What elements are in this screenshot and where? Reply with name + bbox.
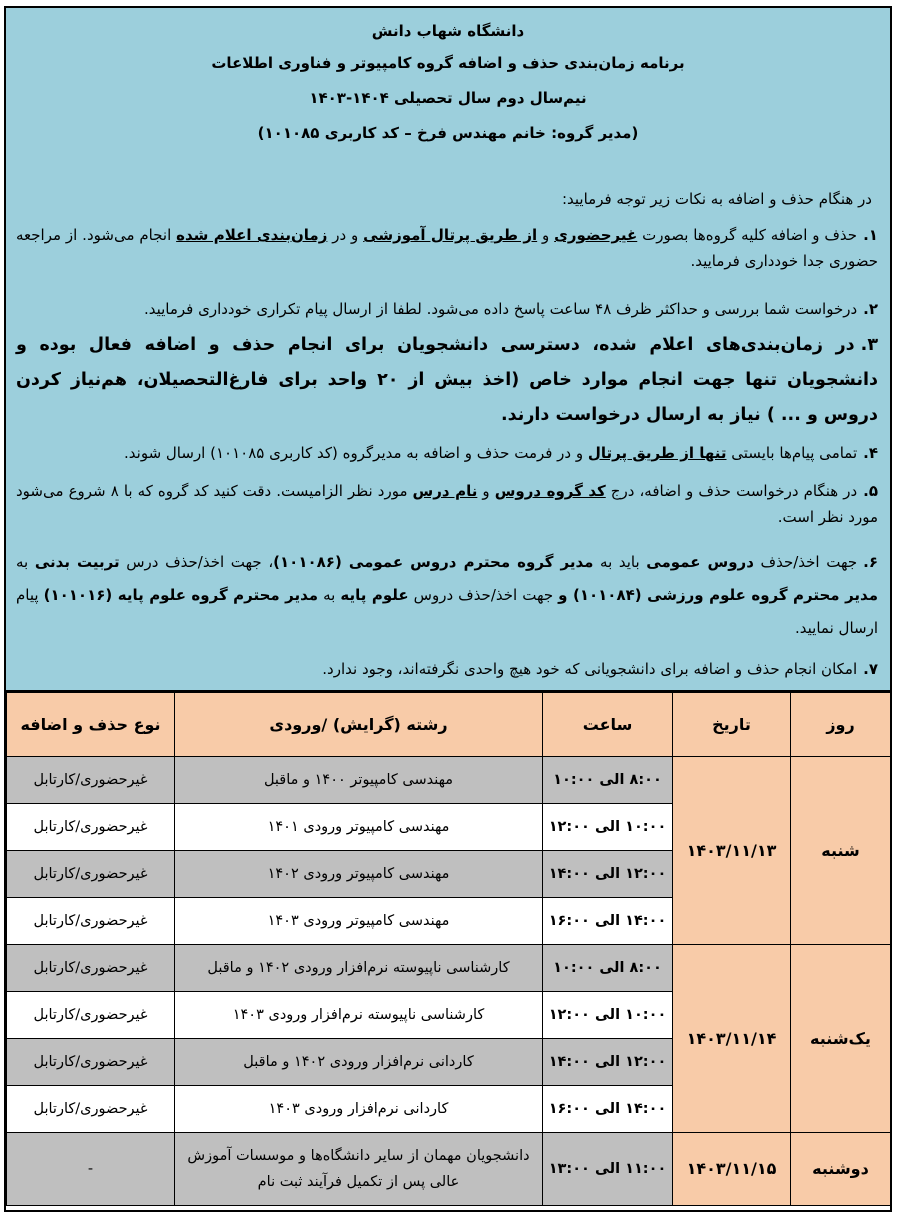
- time-cell: ۱۱:۰۰ الی ۱۳:۰۰: [543, 1133, 673, 1206]
- time-cell: ۱۴:۰۰ الی ۱۶:۰۰: [543, 898, 673, 945]
- table-row: [7, 945, 891, 992]
- header-time: ساعت: [543, 693, 673, 757]
- type-cell: غیرحضوری/کارتابل: [7, 898, 175, 945]
- type-cell: غیرحضوری/کارتابل: [7, 851, 175, 898]
- university-name: دانشگاه شهاب دانش: [371, 22, 525, 40]
- type-cell: غیرحضوری/کارتابل: [7, 1086, 175, 1133]
- note-2: ۲.درخواست شما بررسی و حداکثر ظرف ۴۸ ساعت پاسخ داده می‌شود. لطفا از ارسال پیام تکراری خودداری فرمایید.: [143, 300, 878, 318]
- header-type: نوع حذف و اضافه: [7, 693, 175, 757]
- field-cell: مهندسی کامپیوتر ۱۴۰۰ و ماقبل: [175, 757, 543, 804]
- field-cell: کارشناسی ناپیوسته نرم‌افزار ورودی ۱۴۰۲ و ماقبل: [175, 945, 543, 992]
- table-header-row: [7, 693, 891, 757]
- type-cell: غیرحضوری/کارتابل: [7, 804, 175, 851]
- note-6: ۶.جهت اخذ/حذف دروس عمومی باید به مدیر گروه محترم دروس عمومی (۱۰۱۰۸۶)، جهت اخذ/حذف درس تربیت بدنی به مدیر محترم گروه علوم ورزشی (۱۰۱۰۸۴) و جهت اخذ/حذف دروس علوم پایه به مدیر محترم گروه علوم پایه (۱۰۱۰۱۶) پیام ارسال نمایید.: [16, 553, 878, 637]
- field-cell: دانشجویان مهمان از سایر دانشگاه‌ها و موسسات آموزش عالی پس از تکمیل فرآیند ثبت نام: [175, 1133, 543, 1206]
- note-7: ۷.امکان انجام حذف و اضافه برای دانشجویانی که خود هیچ واحدی نگرفته‌اند، وجود ندارد.: [322, 660, 878, 678]
- time-cell: ۱۰:۰۰ الی ۱۲:۰۰: [543, 992, 673, 1039]
- field-cell: کاردانی نرم‌افزار ورودی ۱۴۰۲ و ماقبل: [175, 1039, 543, 1086]
- document-title: برنامه زمان‌بندی حذف و اضافه گروه کامپیوتر و فناوری اطلاعات: [211, 54, 685, 72]
- header-date: تاریخ: [673, 693, 791, 757]
- day-cell: شنبه: [791, 757, 891, 945]
- date-cell: ۱۴۰۳/۱۱/۱۳: [673, 757, 791, 945]
- time-cell: ۱۰:۰۰ الی ۱۲:۰۰: [543, 804, 673, 851]
- date-cell: ۱۴۰۳/۱۱/۱۵: [673, 1133, 791, 1206]
- header-field: رشته (گرایش) /ورودی: [175, 693, 543, 757]
- intro-text: در هنگام حذف و اضافه به نکات زیر توجه فرمایید:: [561, 190, 872, 208]
- table-row: [7, 1133, 891, 1206]
- field-cell: مهندسی کامپیوتر ورودی ۱۴۰۳: [175, 898, 543, 945]
- field-cell: مهندسی کامپیوتر ورودی ۱۴۰۱: [175, 804, 543, 851]
- field-cell: مهندسی کامپیوتر ورودی ۱۴۰۲: [175, 851, 543, 898]
- manager-line: (مدیر گروه: خانم مهندس فرخ – کد کاربری ۱۰۱۰۸۵): [257, 124, 639, 142]
- note-3: ۳.در زمان‌بندی‌های اعلام شده، دسترسی دانشجویان برای انجام حذف و اضافه فعال بوده و دانشجویان تنها جهت انجام موارد خاص (اخذ بیش از ۲۰ واحد برای فارغ‌التحصیلان، هم‌نیاز کردن دروس و ... ) نیاز به ارسال درخواست دارند.: [16, 335, 878, 425]
- note-1: ۱.حذف و اضافه کلیه گروه‌ها بصورت غیرحضوری و از طریق پرتال آموزشی و در زمان‌بندی اعلام شده انجام می‌شود. از مراجعه حضوری جدا خودداری فرمایید.: [16, 226, 878, 270]
- time-cell: ۸:۰۰ الی ۱۰:۰۰: [543, 945, 673, 992]
- type-cell: غیرحضوری/کارتابل: [7, 1039, 175, 1086]
- note-5: ۵.در هنگام درخواست حذف و اضافه، درج کد گروه دروس و نام درس مورد نظر الزامیست. دقت کنید کد گروه که با ۸ شروع می‌شود مورد نظر است.: [16, 482, 878, 526]
- document-page: [4, 6, 892, 1212]
- time-cell: ۱۴:۰۰ الی ۱۶:۰۰: [543, 1086, 673, 1133]
- notice-panel: [6, 8, 890, 692]
- field-cell: کاردانی نرم‌افزار ورودی ۱۴۰۳: [175, 1086, 543, 1133]
- date-cell: ۱۴۰۳/۱۱/۱۴: [673, 945, 791, 1133]
- time-cell: ۱۲:۰۰ الی ۱۴:۰۰: [543, 851, 673, 898]
- time-cell: ۱۲:۰۰ الی ۱۴:۰۰: [543, 1039, 673, 1086]
- type-cell: غیرحضوری/کارتابل: [7, 992, 175, 1039]
- schedule-table: [6, 692, 891, 1206]
- table-row: [7, 757, 891, 804]
- type-cell: غیرحضوری/کارتابل: [7, 757, 175, 804]
- day-cell: دوشنبه: [791, 1133, 891, 1206]
- type-cell: -: [7, 1133, 175, 1206]
- semester-line: نیم‌سال دوم سال تحصیلی ۱۴۰۴-۱۴۰۳: [309, 89, 587, 107]
- field-cell: کارشناسی ناپیوسته نرم‌افزار ورودی ۱۴۰۳: [175, 992, 543, 1039]
- note-4: ۴.تمامی پیام‌ها بایستی تنها از طریق پرتال و در فرمت حذف و اضافه به مدیرگروه (کد کاربری ۱۰۱۰۸۵) ارسال شوند.: [124, 444, 878, 462]
- type-cell: غیرحضوری/کارتابل: [7, 945, 175, 992]
- time-cell: ۸:۰۰ الی ۱۰:۰۰: [543, 757, 673, 804]
- header-day: روز: [791, 693, 891, 757]
- day-cell: یک‌شنبه: [791, 945, 891, 1133]
